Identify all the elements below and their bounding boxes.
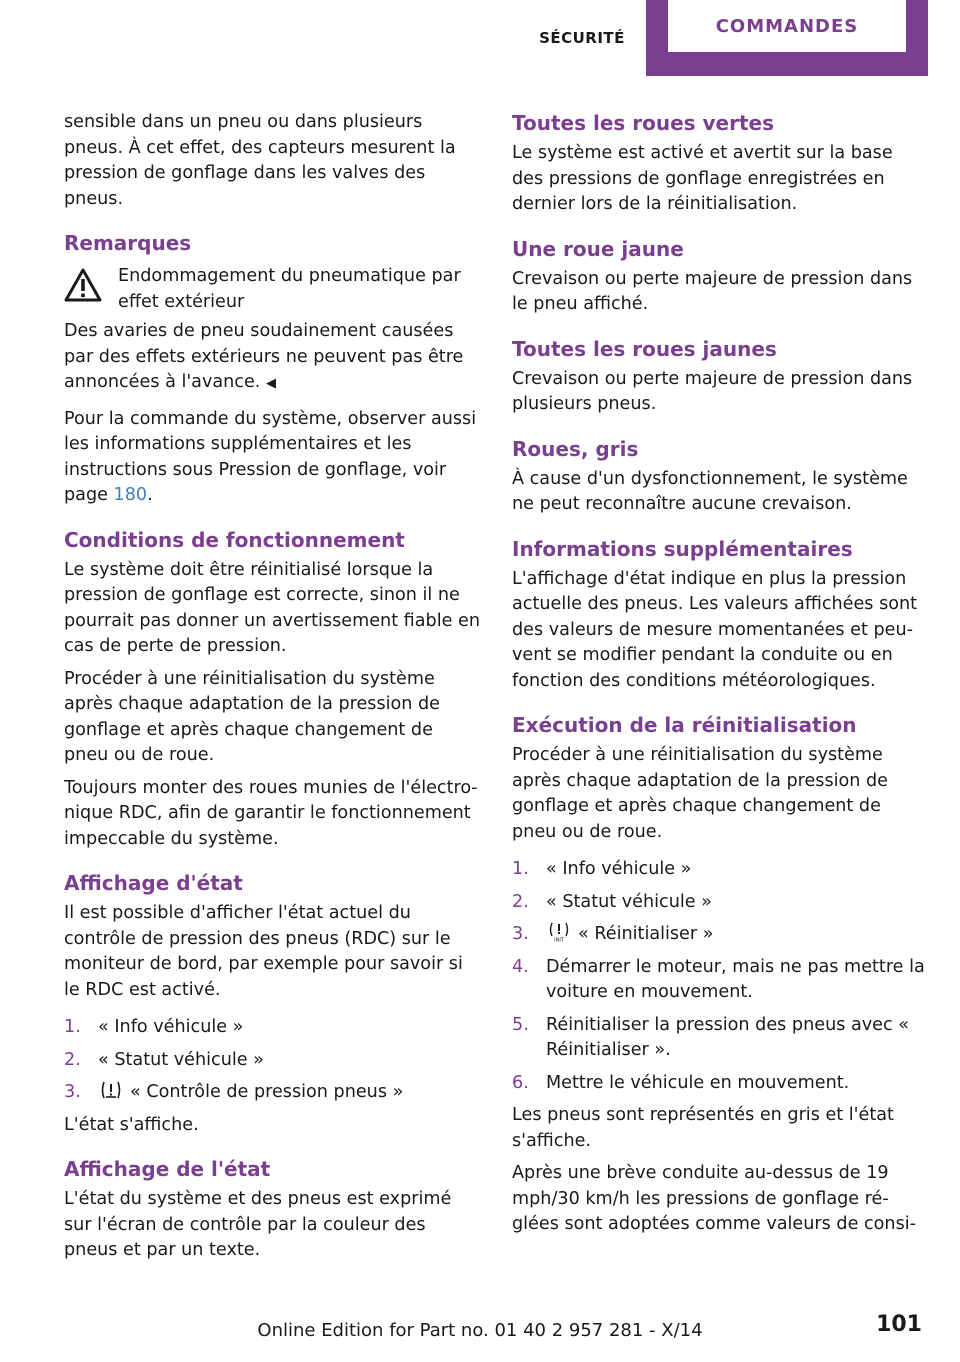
step-text: « Contrôle de pression pneus » [130,1082,404,1102]
step-text: « Réinitialiser » [578,924,714,944]
conditions-heading: Conditions de fonctionnement [64,527,405,552]
step-text: « Info véhicule » [546,859,692,879]
vertes-paragraph: Le système est activé et avertit sur la base des pressions de gonflage enregistrées en dernier lors de la réinitialisation. [512,143,893,214]
step-number: 3. [512,924,529,944]
list-item [64,1080,480,1106]
jaune-heading: Une roue jaune [512,236,684,261]
step-number: 1. [512,859,529,879]
vertes-heading: Toutes les roues vertes [512,111,775,135]
step-text: Mettre le véhicule en mouvement. [546,1072,850,1093]
step-text: « Statut véhicule » [98,1049,264,1070]
list-item [512,857,928,883]
step-number: 1. [64,1017,81,1037]
step-number: 6. [512,1072,529,1093]
header-chapter-tab [646,0,928,76]
affichage-de-l-etat-paragraph: L'état du système et des pneus est exprimé sur l'écran de contrôle par la couleur des pneus et par un texte. [64,1189,452,1260]
conditions-paragraph-2: Procéder à une réinitialisation du système après chaque adaptation de la pression de gonflage et après chaque changement de pneu ou de roue. [64,668,440,765]
step-number: 2. [512,891,529,912]
observe-post: . [147,485,153,505]
observe-paragraph [64,407,480,509]
affichage-de-l-etat-heading: Affichage de l'état [64,1157,271,1181]
page-number: 101 [876,1312,922,1337]
tire-pressure-icon [100,1080,122,1100]
right-column [512,110,928,1245]
warning-block [64,264,480,315]
left-column [64,110,480,1271]
affichage-etat-paragraph: Il est possible d'afficher l'état actuel du contrôle de pression des pneus (RDC) sur le moniteur de bord, par exemple pour savoir si le RDC est activé. [64,903,463,1000]
list-item [512,922,928,948]
step-number: 5. [512,1014,529,1035]
intro-paragraph: sensible dans un pneu ou dans plusieurs pneus. À cet effet, des capteurs mesurent la pression de gonflage dans les valves des pneus. [64,112,456,209]
step-number: 4. [512,956,529,977]
remarques-heading: Remarques [64,231,192,255]
end-paragraph-1: Les pneus sont représentés en gris et l'état s'affiche. [512,1105,894,1151]
gris-heading: Roues, gris [512,436,639,461]
step-text: « Statut véhicule » [546,891,712,912]
step-number: 2. [64,1049,81,1070]
list-item [512,1013,928,1064]
warning-title: Endommagement du pneumatique par effet extérieur [118,266,461,312]
list-item [512,955,928,1006]
conditions-paragraph-3: Toujours monter des roues munies de l'électronique RDC, afin de garantir le fonctionnement impeccable du système. [64,777,478,849]
warning-body: Des avaries de pneu soudainement causées par des effets extérieurs ne peuvent pas être annoncées à l'avance. [64,321,464,392]
info-paragraph: L'affichage d'état indique en plus la pression actuelle des pneus. Les valeurs affichées sont des valeurs de mesure momentanées et peuvent se modifier pendant la conduite ou en fonction des conditions météorologiques. [512,568,918,691]
jaunes-heading: Toutes les roues jaunes [512,336,777,361]
header-chapter-label: COMMANDES [668,0,906,52]
jaunes-paragraph: Crevaison ou perte majeure de pression dans plusieurs pneus. [512,368,913,414]
warning-body-paragraph [64,319,480,397]
list-item [512,890,928,916]
footer-edition-text: Online Edition for Part no. 01 40 2 957 281 - X/14 [257,1320,703,1341]
info-heading: Informations supplémentaires [512,536,853,561]
tire-reset-icon [548,922,570,942]
header-section-label: SÉCURITÉ [539,29,625,47]
jaune-paragraph: Crevaison ou perte majeure de pression dans le pneu affiché. [512,268,913,314]
warning-triangle-icon [64,264,104,315]
step-number: 3. [64,1082,81,1102]
list-item [64,1048,480,1074]
left-steps-list [64,1015,480,1106]
exec-paragraph: Procéder à une réinitialisation du système après chaque adaptation de la pression de gonflage et après chaque changement de pneu ou de roue. [512,745,888,842]
step-text: Réinitialiser la pression des pneus avec « Réinitialiser ». [546,1014,910,1060]
conditions-paragraph-1: Le système doit être réinitialisé lorsque la pression de gonflage est correcte, sinon il ne pourrait pas donner un avertissement fiable en cas de perte de pression. [64,559,480,656]
observe-text: Pour la commande du système, observer aussi les informations supplémentaires et les instructions sous Pression de gonflage, voir page [64,408,477,505]
end-mark: ◀ [266,376,276,391]
list-item [64,1015,480,1041]
etat-affiche-text: L'état s'affiche. [64,1114,199,1135]
step-text: « Info véhicule » [98,1017,244,1037]
step-text: Démarrer le moteur, mais ne pas mettre la voiture en mouvement. [546,956,925,1002]
affichage-etat-heading: Affichage d'état [64,871,243,895]
end-paragraph-2: Après une brève conduite au-dessus de 19 mph/30 km/h les pressions de gonflage réglées sont adoptées comme valeurs de consi- [512,1163,916,1234]
exec-heading: Exécution de la réinitialisation [512,713,857,737]
svg-text:INIT: INIT [554,937,564,942]
list-item [512,1071,928,1097]
page-180-link[interactable]: 180 [113,485,148,505]
gris-paragraph: À cause d'un dysfonctionnement, le système ne peut reconnaître aucune crevaison. [512,468,908,514]
right-steps-list [512,857,928,1096]
